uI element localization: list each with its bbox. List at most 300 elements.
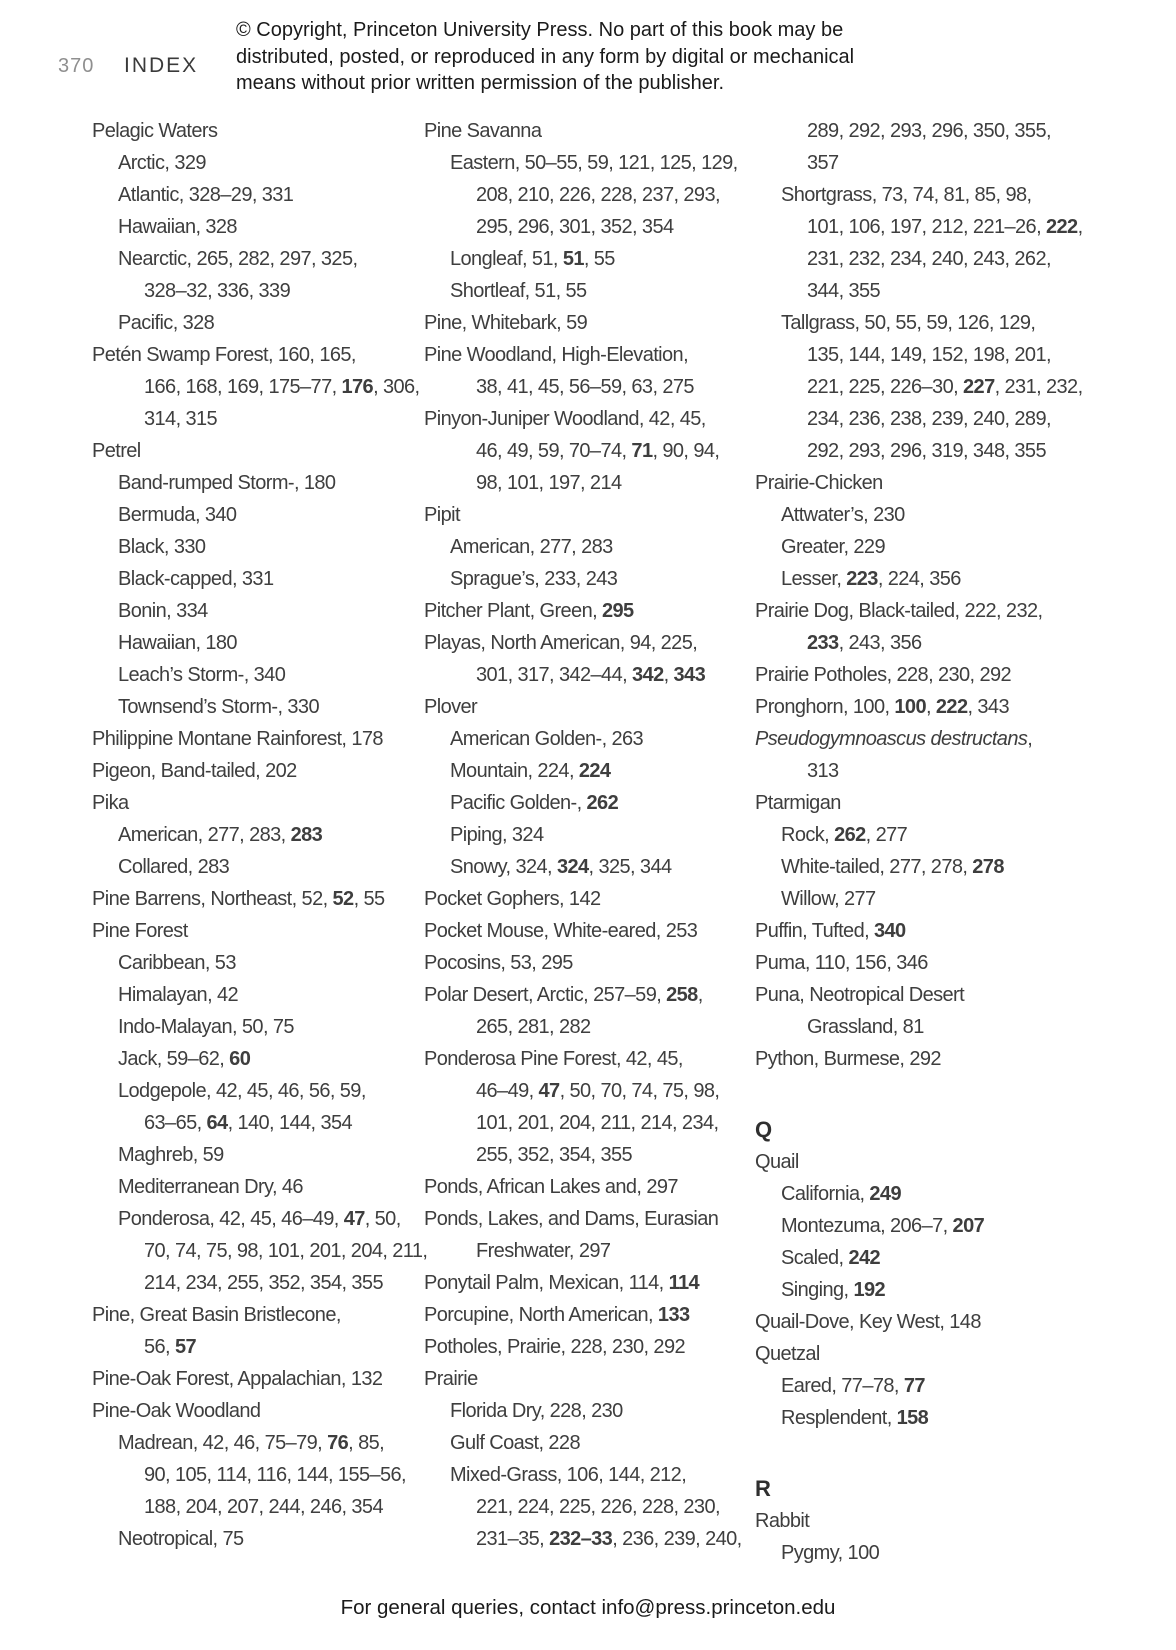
index-line	[424, 755, 742, 787]
index-text-run: Pine Forest	[92, 920, 188, 942]
index-column-2	[424, 115, 742, 1555]
index-line	[755, 531, 1083, 563]
index-text-run: 242	[848, 1247, 881, 1269]
index-line	[92, 1459, 427, 1491]
index-line	[424, 243, 742, 275]
index-text-run: 262	[586, 792, 619, 814]
index-text-run: Pine-Oak Forest, Appalachian, 132	[92, 1368, 383, 1390]
index-text-run: , 55	[353, 888, 385, 910]
index-text-run: Ponderosa Pine Forest, 42, 45,	[424, 1048, 683, 1070]
index-text-run: Lesser,	[781, 568, 847, 590]
index-text-run: , 55	[583, 248, 615, 270]
index-text-run: Puffin, Tufted,	[755, 920, 875, 942]
index-text-run: Resplendent,	[781, 1407, 897, 1429]
index-line	[92, 787, 427, 819]
index-line	[424, 307, 742, 339]
index-text-run: Pocket Gophers, 142	[424, 888, 601, 910]
index-line	[755, 1402, 1083, 1434]
index-text-run: Eastern, 50–55, 59, 121, 125, 129,	[450, 152, 738, 174]
index-text-run: Freshwater, 297	[476, 1240, 611, 1262]
copyright-notice	[236, 17, 854, 97]
index-line	[424, 819, 742, 851]
index-line	[424, 147, 742, 179]
index-line	[755, 1210, 1083, 1242]
index-text-run: 46–49,	[476, 1080, 539, 1102]
index-line	[92, 595, 427, 627]
index-text-run: , 50, 70, 74, 75, 98,	[559, 1080, 720, 1102]
index-line	[755, 627, 1083, 659]
index-line	[424, 275, 742, 307]
index-text-run: Grassland, 81	[807, 1016, 924, 1038]
index-line	[755, 179, 1083, 211]
index-line	[755, 659, 1083, 691]
index-line	[755, 1306, 1083, 1338]
index-line	[424, 1459, 742, 1491]
index-text-run: ,	[1027, 728, 1033, 750]
index-line	[755, 211, 1083, 243]
index-text-run: 278	[972, 856, 1004, 878]
index-line	[424, 723, 742, 755]
index-line	[92, 1427, 427, 1459]
index-line	[92, 691, 427, 723]
index-line	[755, 1537, 1083, 1569]
index-text-run: Collared, 283	[118, 856, 230, 878]
index-text-run: Pocket Mouse, White-eared, 253	[424, 920, 698, 942]
index-text-run: Hawaiian, 180	[118, 632, 237, 654]
index-text-run: 344, 355	[807, 280, 881, 302]
index-line	[92, 723, 427, 755]
index-text-run: Pocosins, 53, 295	[424, 952, 573, 974]
index-text-run: Singing,	[781, 1279, 854, 1301]
index-text-run: 343	[673, 664, 706, 686]
index-text-run: Scaled,	[781, 1247, 849, 1269]
index-line	[755, 275, 1083, 307]
index-text-run: 295, 296, 301, 352, 354	[476, 216, 674, 238]
index-text-run: 158	[896, 1407, 929, 1429]
index-text-run: 342	[632, 664, 664, 686]
index-text-run: Pygmy, 100	[781, 1542, 880, 1564]
index-text-run: Pine Savanna	[424, 120, 542, 142]
index-text-run: 314, 315	[144, 408, 218, 430]
index-text-run: 328–32, 336, 339	[144, 280, 291, 302]
index-text-run: 292, 293, 296, 319, 348, 355	[807, 440, 1046, 462]
index-text-run: Prairie-Chicken	[755, 472, 883, 494]
index-text-run: Tallgrass, 50, 55, 59, 126, 129,	[781, 312, 1036, 334]
index-text-run: Indo-Malayan, 50, 75	[118, 1016, 294, 1038]
index-text-run: , 85,	[348, 1432, 385, 1454]
index-line	[424, 1043, 742, 1075]
index-text-run: Eared, 77–78,	[781, 1375, 904, 1397]
index-line	[424, 179, 742, 211]
index-text-run: Quail	[755, 1151, 799, 1173]
index-text-run: 227	[963, 376, 995, 398]
index-line	[92, 563, 427, 595]
index-text-run: Pseudogymnoascus destructans	[755, 728, 1028, 750]
index-text-run: Playas, North American, 94, 225,	[424, 632, 698, 654]
index-text-run: ,	[925, 696, 936, 718]
index-text-run: 289, 292, 293, 296, 350, 355,	[807, 120, 1051, 142]
index-line	[92, 1203, 427, 1235]
index-text-run: 340	[874, 920, 906, 942]
index-line	[424, 1363, 742, 1395]
index-text-run: 101, 201, 204, 211, 214, 234,	[476, 1112, 719, 1134]
index-text-run: 56,	[144, 1336, 175, 1358]
index-text-run: Bermuda, 340	[118, 504, 237, 526]
index-line	[755, 1178, 1083, 1210]
index-text-run: , 140, 144, 354	[227, 1112, 353, 1134]
index-text-run: 57	[174, 1336, 197, 1358]
index-text-run: Ponderosa, 42, 45, 46–49,	[118, 1208, 344, 1230]
index-text-run: Ponytail Palm, Mexican, 114,	[424, 1272, 669, 1294]
index-line	[92, 819, 427, 851]
index-text-run: White-tailed, 277, 278,	[781, 856, 973, 878]
index-text-run: Mediterranean Dry, 46	[118, 1176, 303, 1198]
index-line	[755, 1370, 1083, 1402]
index-line	[755, 979, 1083, 1011]
index-text-run: 313	[807, 760, 839, 782]
index-line	[92, 275, 427, 307]
index-text-run: 135, 144, 149, 152, 198, 201,	[807, 344, 1051, 366]
index-text-run: Shortleaf, 51, 55	[450, 280, 587, 302]
index-text-run: Attwater’s, 230	[781, 504, 905, 526]
index-line	[424, 1491, 742, 1523]
index-text-run: 258	[666, 984, 698, 1006]
index-text-run: 51	[562, 248, 584, 270]
section-header-q: Q	[755, 1117, 772, 1142]
index-text-run: Black, 330	[118, 536, 206, 558]
index-line	[424, 1075, 742, 1107]
index-text-run: Townsend’s Storm-, 330	[118, 696, 319, 718]
index-line	[424, 915, 742, 947]
index-line	[424, 851, 742, 883]
index-line	[755, 371, 1083, 403]
index-text-run: Quail-Dove, Key West, 148	[755, 1311, 981, 1333]
index-text-run: 249	[869, 1183, 901, 1205]
index-text-run: 222	[1045, 216, 1078, 238]
index-line	[92, 1491, 427, 1523]
index-line	[92, 1267, 427, 1299]
index-text-run: Pinyon-Juniper Woodland, 42, 45,	[424, 408, 706, 430]
index-text-run: 231–35,	[476, 1528, 550, 1550]
index-text-run: 231, 232, 234, 240, 243, 262,	[807, 248, 1051, 270]
index-text-run: 221, 225, 226–30,	[807, 376, 964, 398]
index-text-run: Band-rumped Storm-, 180	[118, 472, 336, 494]
index-line	[92, 179, 427, 211]
index-line	[424, 883, 742, 915]
index-text-run: 223	[846, 568, 878, 590]
index-text-run: Petrel	[92, 440, 141, 462]
index-text-run: Snowy, 324,	[450, 856, 557, 878]
index-text-run: ,	[1077, 216, 1083, 238]
index-text-run: Longleaf, 51,	[450, 248, 563, 270]
index-text-run: Himalayan, 42	[118, 984, 239, 1006]
index-text-run: Pipit	[424, 504, 460, 526]
index-text-run: California,	[781, 1183, 870, 1205]
index-text-run: 76	[327, 1432, 349, 1454]
copyright-line: means without prior written permission of the publisher.	[236, 72, 725, 94]
index-line	[92, 147, 427, 179]
index-line	[92, 1107, 427, 1139]
index-line	[424, 787, 742, 819]
index-line	[755, 403, 1083, 435]
index-text-run: Mixed-Grass, 106, 144, 212,	[450, 1464, 687, 1486]
index-text-run: Leach’s Storm-, 340	[118, 664, 286, 686]
index-text-run: Caribbean, 53	[118, 952, 236, 974]
index-text-run: Petén Swamp Forest, 160, 165,	[92, 344, 356, 366]
index-text-run: 46, 49, 59, 70–74,	[476, 440, 632, 462]
index-line	[92, 1299, 427, 1331]
index-line	[424, 1171, 742, 1203]
index-line	[424, 371, 742, 403]
index-line	[92, 1235, 427, 1267]
index-text-run: Pine Barrens, Northeast, 52,	[92, 888, 333, 910]
index-text-run: Rock,	[781, 824, 835, 846]
index-line	[92, 467, 427, 499]
index-text-run: Shortgrass, 73, 74, 81, 85, 98,	[781, 184, 1032, 206]
index-line	[424, 1203, 742, 1235]
index-line	[92, 499, 427, 531]
index-line	[92, 211, 427, 243]
index-text-run: Hawaiian, 328	[118, 216, 237, 238]
index-line	[755, 915, 1083, 947]
index-text-run: Prairie Potholes, 228, 230, 292	[755, 664, 1012, 686]
index-text-run: Pika	[92, 792, 129, 814]
index-line	[755, 1146, 1083, 1178]
index-line	[92, 1331, 427, 1363]
index-text-run: Rabbit	[755, 1510, 810, 1532]
index-text-run: Pine-Oak Woodland	[92, 1400, 261, 1422]
index-line	[755, 691, 1083, 723]
index-text-run: Arctic, 329	[118, 152, 206, 174]
index-text-run: Polar Desert, Arctic, 257–59,	[424, 984, 667, 1006]
index-text-run: Lodgepole, 42, 45, 46, 56, 59,	[118, 1080, 366, 1102]
index-line	[424, 1139, 742, 1171]
index-line	[755, 115, 1083, 147]
index-text-run: Bonin, 334	[118, 600, 208, 622]
index-text-run: 301, 317, 342–44,	[476, 664, 633, 686]
index-line	[424, 563, 742, 595]
index-text-run: 233	[807, 632, 839, 654]
index-text-run: 283	[290, 824, 323, 846]
index-line	[755, 787, 1083, 819]
index-text-run: 77	[903, 1375, 925, 1397]
index-line	[424, 1427, 742, 1459]
index-text-run: 70, 74, 75, 98, 101, 201, 204, 211,	[144, 1240, 428, 1262]
index-text-run: 166, 168, 169, 175–77,	[144, 376, 342, 398]
index-line	[92, 627, 427, 659]
index-text-run: Pine Woodland, High-Elevation,	[424, 344, 689, 366]
index-text-run: Pine, Whitebark, 59	[424, 312, 588, 334]
index-text-run: Montezuma, 206–7,	[781, 1215, 953, 1237]
index-line	[755, 947, 1083, 979]
index-text-run: , 243, 356	[838, 632, 922, 654]
index-line	[424, 1523, 742, 1555]
index-text-run: Mountain, 224,	[450, 760, 579, 782]
index-text-run: Potholes, Prairie, 228, 230, 292	[424, 1336, 685, 1358]
index-text-run: Nearctic, 265, 282, 297, 325,	[118, 248, 358, 270]
index-text-run: , 325, 344	[588, 856, 672, 878]
copyright-line: distributed, posted, or reproduced in any form by digital or mechanical	[236, 45, 855, 68]
index-text-run: Porcupine, North American,	[424, 1304, 658, 1326]
index-line	[92, 1139, 427, 1171]
index-text-run: Willow, 277	[781, 888, 876, 910]
index-line	[424, 1235, 742, 1267]
index-line	[424, 531, 742, 563]
index-line	[755, 883, 1083, 915]
index-text-run: 133	[657, 1304, 690, 1326]
index-text-run: 71	[631, 440, 653, 462]
index-text-run: 188, 204, 207, 244, 246, 354	[144, 1496, 383, 1518]
index-line	[92, 1075, 427, 1107]
index-text-run: , 236, 239, 240,	[612, 1528, 742, 1550]
index-text-run: Puma, 110, 156, 346	[755, 952, 928, 974]
footer-queries-text: For general queries, contact info@press.princeton.edu	[340, 1596, 836, 1619]
index-line	[755, 1011, 1083, 1043]
index-line	[424, 1011, 742, 1043]
index-line	[755, 563, 1083, 595]
index-text-run: 176	[341, 376, 374, 398]
index-text-run: 324	[556, 856, 589, 878]
index-line	[755, 435, 1083, 467]
index-text-run: 100	[894, 696, 926, 718]
index-line	[92, 1171, 427, 1203]
index-line	[755, 1043, 1083, 1075]
index-text-run: Sprague’s, 233, 243	[450, 568, 618, 590]
index-line	[755, 1274, 1083, 1306]
index-line	[92, 979, 427, 1011]
index-text-run: 192	[853, 1279, 886, 1301]
index-text-run: 52	[332, 888, 354, 910]
index-line	[92, 755, 427, 787]
index-line	[424, 499, 742, 531]
index-line	[424, 979, 742, 1011]
index-text-run: , 224, 356	[877, 568, 961, 590]
index-column-3	[755, 115, 1083, 1569]
index-line	[424, 1299, 742, 1331]
index-text-run: ,	[663, 664, 674, 686]
index-line	[424, 403, 742, 435]
index-text-run: , 343	[967, 696, 1009, 718]
index-line	[92, 1011, 427, 1043]
index-line	[755, 1338, 1083, 1370]
index-line	[92, 403, 427, 435]
index-text-run: Atlantic, 328–29, 331	[118, 184, 294, 206]
index-text-run: ,	[697, 984, 703, 1006]
index-text-run: , 277	[865, 824, 908, 846]
index-column-1	[92, 115, 427, 1555]
index-text-run: Pitcher Plant, Green,	[424, 600, 603, 622]
index-line	[755, 467, 1083, 499]
index-line	[92, 435, 427, 467]
index-line	[755, 307, 1083, 339]
index-text-run: Jack, 59–62,	[118, 1048, 230, 1070]
index-line	[424, 1107, 742, 1139]
index-text-run: Piping, 324	[450, 824, 544, 846]
index-text-run: 207	[952, 1215, 985, 1237]
index-text-run: Philippine Montane Rainforest, 178	[92, 728, 383, 750]
copyright-line: © Copyright, Princeton University Press. No part of this book may be	[236, 19, 844, 41]
index-text-run: , 50,	[364, 1208, 401, 1230]
index-line	[755, 723, 1083, 755]
index-line	[424, 339, 742, 371]
index-line	[755, 819, 1083, 851]
index-line	[92, 115, 427, 147]
index-text-run: 222	[935, 696, 968, 718]
index-line	[424, 1395, 742, 1427]
index-text-run: Pacific, 328	[118, 312, 215, 334]
index-line	[92, 659, 427, 691]
index-line	[92, 1363, 427, 1395]
page-number: 370	[58, 55, 95, 77]
index-text-run: 101, 106, 197, 212, 221–26,	[807, 216, 1046, 238]
index-text-run: Prairie Dog, Black-tailed, 222, 232,	[755, 600, 1043, 622]
index-text-run: 98, 101, 197, 214	[476, 472, 622, 494]
index-text-run: Black-capped, 331	[118, 568, 274, 590]
index-text-run: Pronghorn, 100,	[755, 696, 895, 718]
index-text-run: 265, 281, 282	[476, 1016, 591, 1038]
index-line	[92, 915, 427, 947]
index-line	[424, 595, 742, 627]
index-text-run: Plover	[424, 696, 478, 718]
index-text-run: Neotropical, 75	[118, 1528, 244, 1550]
index-text-run: 90, 105, 114, 116, 144, 155–56,	[144, 1464, 407, 1486]
index-line	[424, 659, 742, 691]
index-line	[92, 1395, 427, 1427]
index-text-run: Gulf Coast, 228	[450, 1432, 580, 1454]
index-line	[424, 1267, 742, 1299]
index-line	[755, 595, 1083, 627]
index-text-run: Puna, Neotropical Desert	[755, 984, 965, 1006]
index-line	[92, 243, 427, 275]
index-text-run: Pacific Golden-,	[450, 792, 587, 814]
index-text-run: 38, 41, 45, 56–59, 63, 275	[476, 376, 694, 398]
index-line	[755, 1242, 1083, 1274]
index-line	[755, 851, 1083, 883]
index-text-run: , 231, 232,	[994, 376, 1083, 398]
index-text-run: Pelagic Waters	[92, 120, 218, 142]
index-text-run: American Golden-, 263	[450, 728, 644, 750]
index-text-run: Pigeon, Band-tailed, 202	[92, 760, 297, 782]
index-text-run: , 306,	[373, 376, 420, 398]
index-text-run: 47	[538, 1080, 560, 1102]
index-line	[755, 339, 1083, 371]
index-line	[424, 1331, 742, 1363]
index-line	[92, 1043, 427, 1075]
index-text-run: Ptarmigan	[755, 792, 841, 814]
index-text-run: Prairie	[424, 1368, 478, 1390]
index-line	[755, 499, 1083, 531]
index-line	[424, 435, 742, 467]
index-text-run: Florida Dry, 228, 230	[450, 1400, 623, 1422]
index-line	[92, 371, 427, 403]
index-text-run: 224	[578, 760, 611, 782]
index-line	[755, 755, 1083, 787]
index-line	[424, 115, 742, 147]
index-line	[92, 1523, 427, 1555]
index-text-run: Greater, 229	[781, 536, 885, 558]
index-line	[92, 947, 427, 979]
index-text-run: 214, 234, 255, 352, 354, 355	[144, 1272, 383, 1294]
index-text-run: 221, 224, 225, 226, 228, 230,	[476, 1496, 720, 1518]
index-line	[92, 339, 427, 371]
index-text-run: 295	[602, 600, 634, 622]
index-text-run: 47	[343, 1208, 365, 1230]
index-text-run: 357	[807, 152, 839, 174]
index-text-run: 262	[834, 824, 866, 846]
index-text-run: American, 277, 283,	[118, 824, 291, 846]
index-line	[92, 531, 427, 563]
index-line	[755, 147, 1083, 179]
